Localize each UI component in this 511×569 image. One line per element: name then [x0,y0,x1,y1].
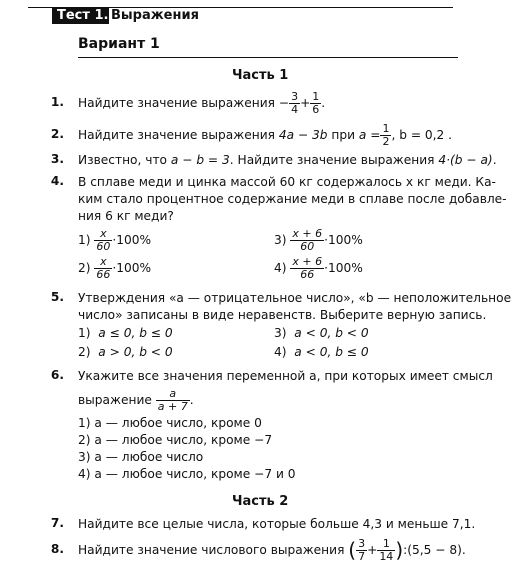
q4-line3: ния 6 кг меди? [78,209,174,223]
q4-o4-num: x + 6 [292,254,323,268]
q7-text: Найдите все целые числа, которые больше 4,3 и меньше 7,1. [78,517,476,531]
q4-option-4[interactable] [274,252,363,284]
q4-line1: В сплаве меди и цинка массой 60 кг содержалось x кг меди. Ка- [78,175,496,189]
q4-option-4-label: 4) [274,261,287,275]
q7-number: 7. [50,516,64,530]
q4-o3-num: x + 6 [292,226,323,240]
q6-line1: Укажите все значения переменной a, при которых имеет смысл [78,369,493,383]
q6-option-4[interactable] [78,466,296,483]
q3-number: 3. [50,152,64,166]
q5-option-1[interactable] [78,325,173,342]
q6-frac-den: a + 7 [157,399,188,413]
q4-number: 4. [50,174,64,188]
q4-option-1-label: 1) [78,233,91,247]
q5-o4-text: a < 0, b ≤ 0 [294,345,369,359]
q3-expr2: 4·(b − a) [438,153,493,167]
q2-text: Найдите значение выражения [78,127,275,142]
q6-o3-label: 3) [78,450,91,464]
q4-o4-tail: ·100% [324,261,363,275]
q6-o2-label: 2) [78,433,91,447]
q1-n2: 1 [312,89,320,103]
q4-o3-den: 60 [300,239,315,253]
q4-option-3-label: 3) [274,233,287,247]
q5-option-3[interactable] [274,325,369,342]
q4-o3-tail: ·100% [324,233,363,247]
test-title: Выражения [111,8,199,23]
part2-heading: Часть 2 [232,494,289,509]
q6-option-2[interactable] [78,432,272,449]
q2-a-den: 2 [382,134,390,148]
q8-n2: 1 [377,538,395,551]
q4-o1-den: 60 [96,239,111,253]
q5-line1: Утверждения «a — отрицательное число», «b — неположительное [78,291,511,305]
q1-op: + [300,95,311,110]
q4-o2-num: x [94,256,112,269]
q6-o4-text: a — любое число, кроме −7 и 0 [94,467,296,481]
q6-o4-label: 4) [78,467,91,481]
q5-o4-label: 4) [274,345,287,359]
q5-option-4[interactable] [274,344,369,361]
q5-o3-label: 3) [274,326,287,340]
q6-fraction [156,388,190,413]
q4-o2-den: 66 [96,267,111,281]
q5-line2: число» записаны в виде неравенств. Выберите верную запись. [78,308,487,322]
q4-option-2[interactable] [78,252,151,284]
q4-option-3-fraction [290,228,324,253]
q6-o3-text: a — любое число [94,450,204,464]
q2-fraction [380,123,391,148]
q6-option-1[interactable] [78,415,262,432]
q2-number: 2. [50,127,64,141]
q3-text: Известно, что [78,153,168,167]
q4-o4-den: 66 [300,267,315,281]
q8-number: 8. [50,542,64,556]
q6-line2 [78,384,194,416]
q5-option-2[interactable] [78,344,173,361]
q4-o2-tail: ·100% [112,261,152,275]
q1-fraction-2 [310,91,321,116]
q5-o1-text: a ≤ 0, b ≤ 0 [98,326,173,340]
q8-text: Найдите значение числового выражения [78,543,345,557]
q8-fraction-2 [377,538,395,563]
q8-paren-open: ( [348,538,357,562]
q3-text2: . Найдите значение выражения [229,153,435,167]
q4-option-1-fraction [94,228,112,253]
q6-line2-text: выражение [78,393,152,407]
q4-o1-tail: ·100% [112,233,152,247]
variant-rule [78,57,458,58]
q8-tail: :(5,5 − 8). [403,543,466,557]
q6-option-3[interactable] [78,449,203,466]
q5-o1-label: 1) [78,326,91,340]
q2-expr: 4a − 3b [278,127,328,142]
q1-n1: 3 [291,89,299,103]
part1-heading: Часть 1 [232,68,289,83]
q8-op: + [367,543,378,557]
q1-body: Найдите значение выражения − $\frac{3}{4}$ + $\frac{1}{6}$ . [78,89,326,116]
q1-number: 1. [50,95,64,109]
q3-end: . [492,153,497,167]
q1-fraction-1 [289,91,300,116]
q6-o1-label: 1) [78,416,91,430]
q1-d2: 6 [312,102,320,116]
q8-body [78,533,466,567]
q4-line2: ким стало процентное содержание меди в сплаве после добавле- [78,192,507,206]
test-label: Тест 1. [52,8,109,24]
q6-frac-num: a [156,388,190,401]
q4-option-4-fraction [290,256,324,281]
q5-o3-text: a < 0, b < 0 [294,326,369,340]
q1-d1: 4 [291,102,299,116]
q3-body [78,152,497,169]
q2-a-num: 1 [382,121,390,135]
q5-number: 5. [50,290,64,304]
q8-n1: 3 [358,536,366,550]
q1-text: Найдите значение выражения [78,95,275,110]
q8-paren-close: ) [395,538,404,562]
q6-o1-text: a — любое число, кроме 0 [94,416,262,430]
q2-b-val: , b = 0,2 . [391,127,453,142]
q2-mid: при [331,127,356,142]
q3-expr: a − b = 3 [170,153,230,167]
q8-fraction-1 [356,538,367,563]
q4-o1-num: x [94,228,112,241]
q5-o2-label: 2) [78,345,91,359]
q6-o2-text: a — любое число, кроме −7 [94,433,273,447]
q5-o2-text: a > 0, b < 0 [98,345,173,359]
q2-body [78,118,452,152]
q6-number: 6. [50,368,64,382]
q8-d1: 7 [358,549,366,563]
q4-option-2-label: 2) [78,261,91,275]
q1-end: . [321,95,326,110]
variant-title: Вариант 1 [78,36,160,52]
q2-a-var: a = [358,127,381,142]
q8-d2: 14 [379,549,394,563]
q4-option-2-fraction [94,256,112,281]
q6-end: . [189,393,194,407]
